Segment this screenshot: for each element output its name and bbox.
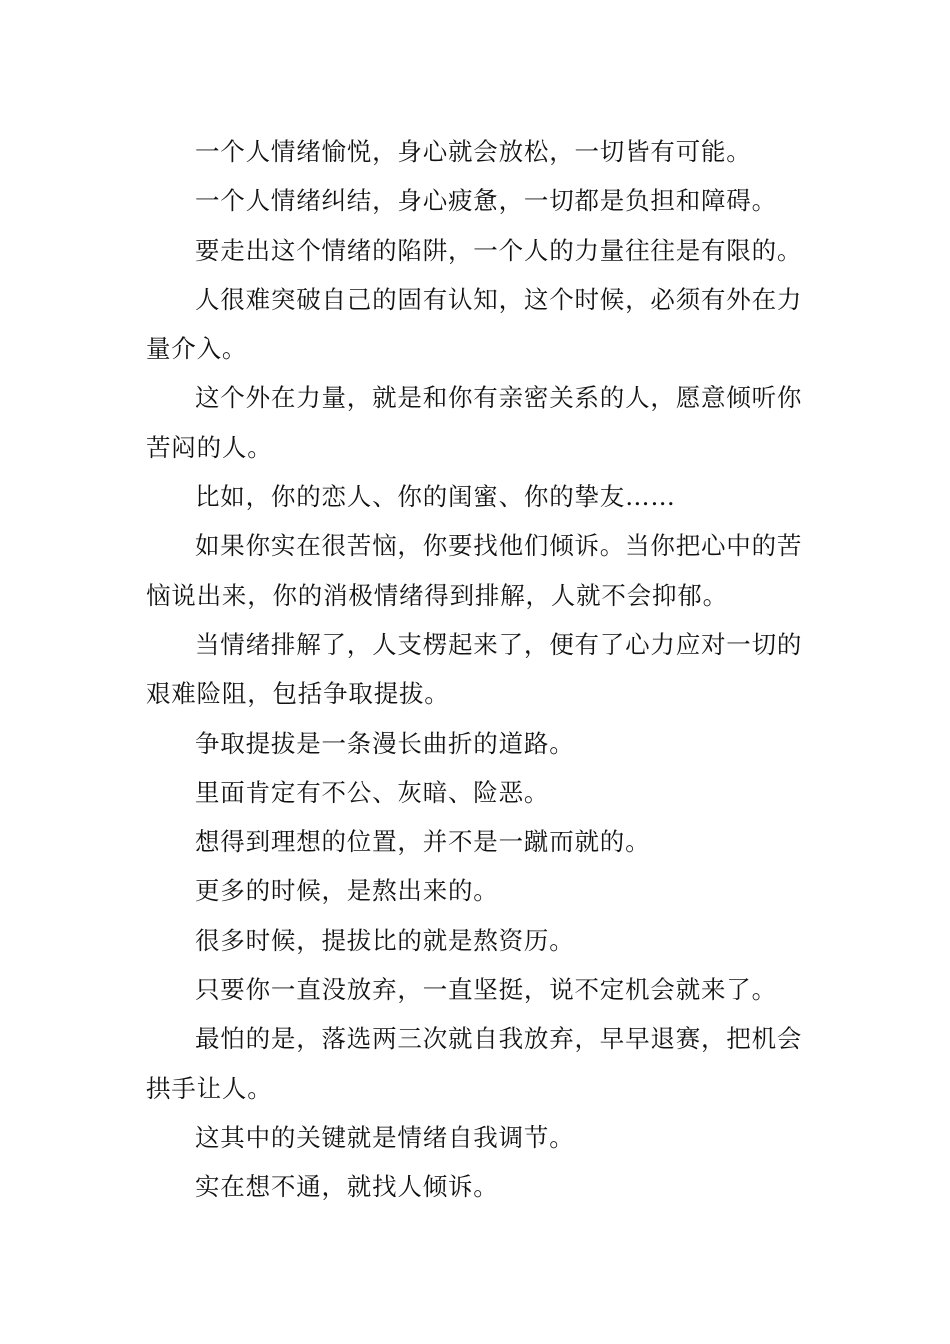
paragraph: 这个外在力量，就是和你有亲密关系的人，愿意倾听你苦闷的人。 [146, 383, 803, 462]
paragraph: 如果你实在很苦恼，你要找他们倾诉。当你把心中的苦恼说出来，你的消极情绪得到排解，人就不会抑郁。 [146, 531, 803, 610]
paragraph: 人很难突破自己的固有认知，这个时候，必须有外在力量介入。 [146, 284, 803, 364]
paragraph: 很多时候，提拔比的就是熬资历。 [195, 925, 575, 955]
paragraph: 实在想不通，就找人倾诉。 [195, 1172, 499, 1202]
paragraph: 这其中的关键就是情绪自我调节。 [195, 1122, 575, 1152]
paragraph: 只要你一直没放弃，一直坚挺，说不定机会就来了。 [195, 975, 777, 1005]
paragraph: 想得到理想的位置，并不是一蹴而就的。 [195, 827, 651, 857]
document-body [146, 127, 812, 1212]
paragraph: 最怕的是，落选两三次就自我放弃，早早退赛，把机会拱手让人。 [146, 1024, 803, 1103]
paragraph: 当情绪排解了，人支楞起来了，便有了心力应对一切的艰难险阻，包括争取提拔。 [146, 629, 803, 709]
paragraph: 争取提拔是一条漫长曲折的道路。 [195, 728, 575, 758]
paragraph: 比如，你的恋人、你的闺蜜、你的挚友…… [195, 482, 676, 512]
paragraph: 更多的时候，是熬出来的。 [195, 876, 499, 906]
paragraph: 一个人情绪纠结，身心疲惫，一切都是负担和障碍。 [195, 186, 777, 216]
paragraph: 要走出这个情绪的陷阱，一个人的力量往往是有限的。 [195, 235, 803, 265]
paragraph: 里面肯定有不公、灰暗、险恶。 [195, 777, 550, 807]
paragraph: 一个人情绪愉悦，身心就会放松，一切皆有可能。 [195, 137, 752, 166]
